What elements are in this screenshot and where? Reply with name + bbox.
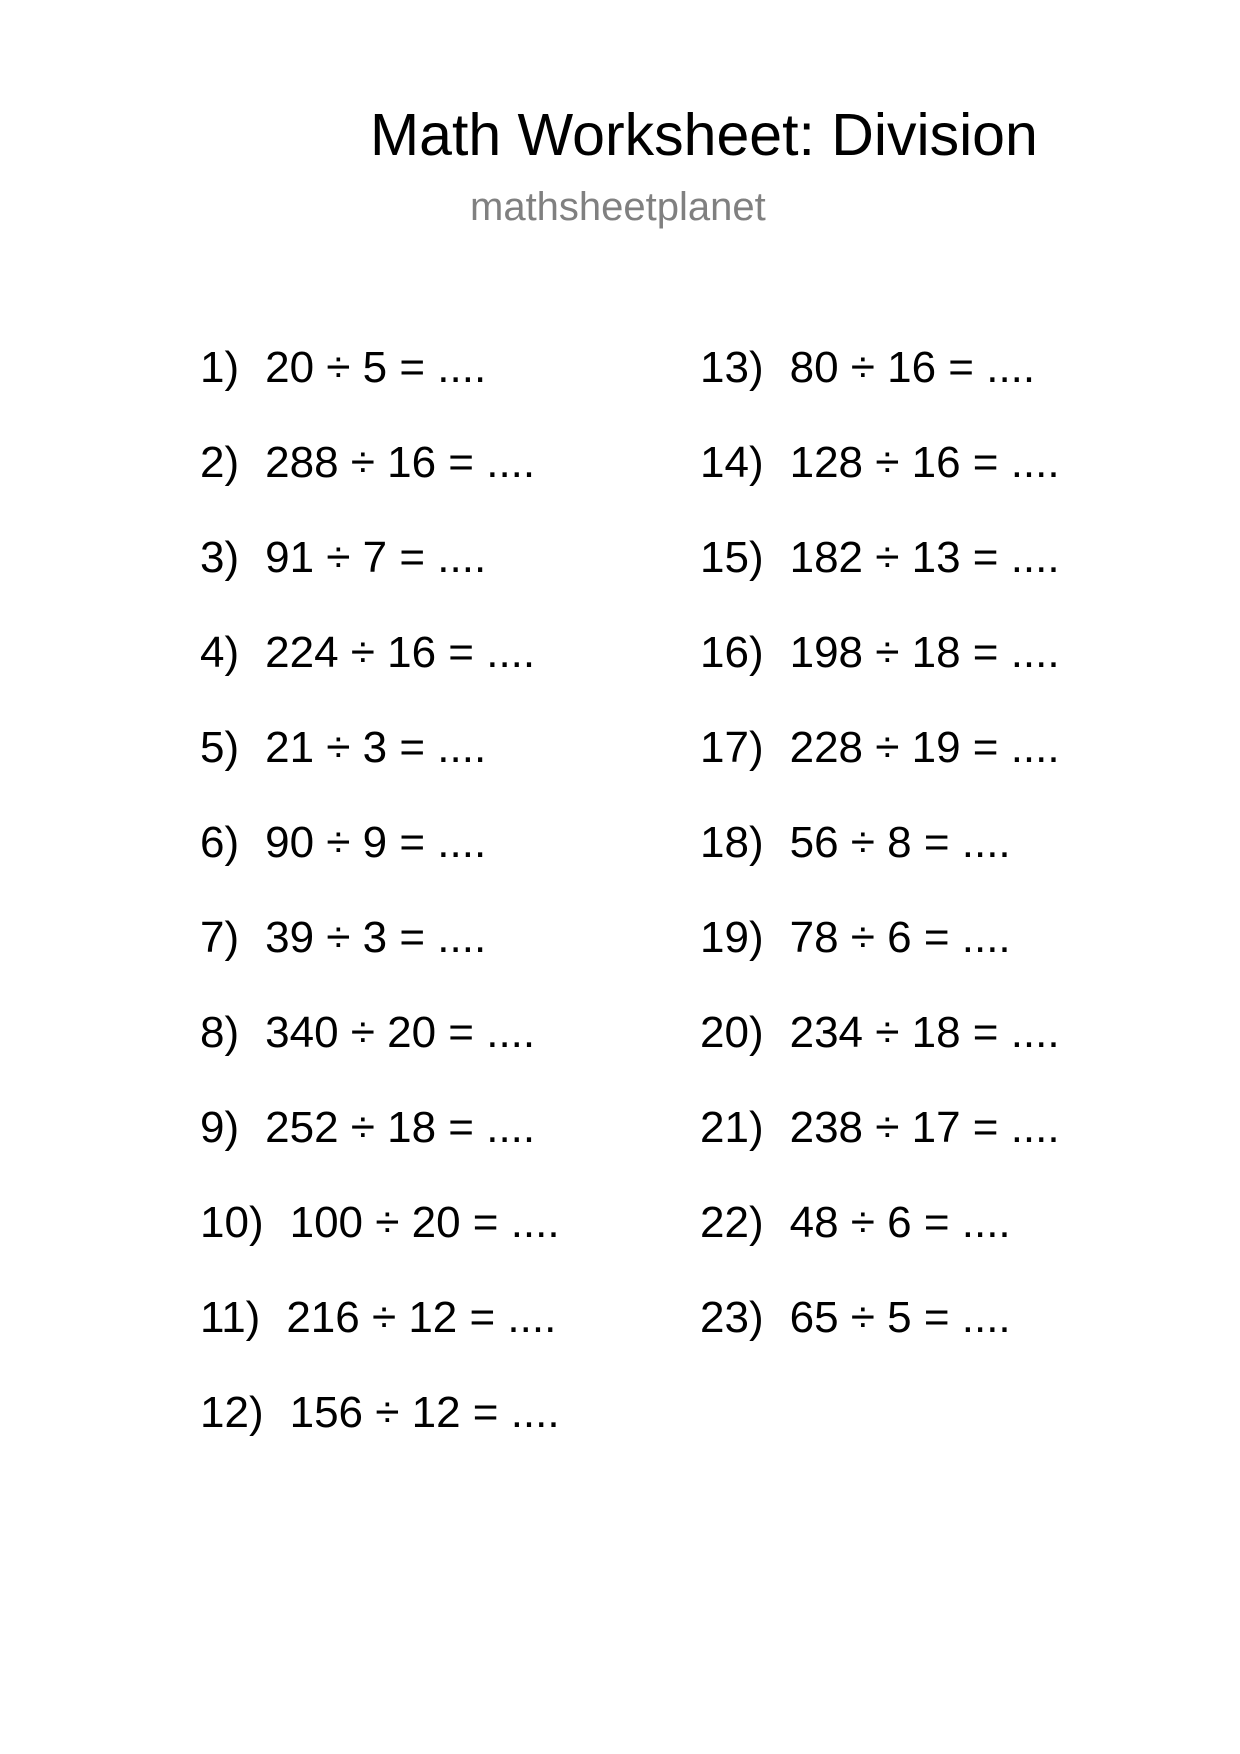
- problem-expression: 252 ÷ 18 = ....: [265, 1103, 536, 1152]
- problem-item: [200, 722, 560, 817]
- problem-item: [200, 1292, 560, 1387]
- problem-expression: 21 ÷ 3 = ....: [265, 723, 487, 772]
- problem-item: [200, 912, 560, 1007]
- problem-item: [200, 627, 560, 722]
- problem-number: 22): [700, 1198, 764, 1247]
- problem-item: [700, 1007, 1060, 1102]
- problem-expression: 56 ÷ 8 = ....: [789, 818, 1011, 867]
- problem-item: [700, 722, 1060, 817]
- problem-expression: 198 ÷ 18 = ....: [789, 628, 1060, 677]
- problem-item: [700, 1292, 1060, 1387]
- problem-expression: 234 ÷ 18 = ....: [789, 1008, 1060, 1057]
- problem-item: [700, 1102, 1060, 1197]
- problem-expression: 100 ÷ 20 = ....: [289, 1198, 560, 1247]
- problem-number: 1): [200, 343, 240, 392]
- problem-item: [200, 1197, 560, 1292]
- problem-number: 12): [200, 1388, 264, 1437]
- problem-expression: 288 ÷ 16 = ....: [265, 438, 536, 487]
- problem-number: 21): [700, 1103, 764, 1152]
- problem-item: [200, 532, 560, 627]
- problem-number: 3): [200, 533, 240, 582]
- problem-number: 23): [700, 1293, 764, 1342]
- problem-expression: 238 ÷ 17 = ....: [789, 1103, 1060, 1152]
- problem-expression: 80 ÷ 16 = ....: [789, 343, 1036, 392]
- page-title: Math Worksheet: Division: [370, 102, 1038, 168]
- problem-expression: 216 ÷ 12 = ....: [286, 1293, 557, 1342]
- problem-number: 5): [200, 723, 240, 772]
- problem-item: [700, 342, 1060, 437]
- problem-number: 14): [700, 438, 764, 487]
- problem-column-left: [200, 342, 560, 1482]
- problem-item: [200, 342, 560, 437]
- problem-expression: 228 ÷ 19 = ....: [789, 723, 1060, 772]
- problem-item: [700, 627, 1060, 722]
- problem-number: 6): [200, 818, 240, 867]
- problem-expression: 90 ÷ 9 = ....: [265, 818, 487, 867]
- problem-column-right: [700, 342, 1060, 1387]
- problem-number: 10): [200, 1198, 264, 1247]
- problem-number: 4): [200, 628, 240, 677]
- problem-number: 20): [700, 1008, 764, 1057]
- problem-expression: 91 ÷ 7 = ....: [265, 533, 487, 582]
- problem-expression: 39 ÷ 3 = ....: [265, 913, 487, 962]
- problem-number: 17): [700, 723, 764, 772]
- problem-number: 9): [200, 1103, 240, 1152]
- problem-number: 18): [700, 818, 764, 867]
- problem-expression: 224 ÷ 16 = ....: [265, 628, 536, 677]
- problem-item: [700, 532, 1060, 627]
- problem-expression: 156 ÷ 12 = ....: [289, 1388, 560, 1437]
- problem-number: 11): [200, 1293, 261, 1342]
- problem-number: 2): [200, 438, 240, 487]
- problem-item: [200, 1007, 560, 1102]
- problem-expression: 182 ÷ 13 = ....: [789, 533, 1060, 582]
- site-name: mathsheetplanet: [470, 185, 766, 229]
- problem-item: [200, 1102, 560, 1197]
- problem-expression: 128 ÷ 16 = ....: [789, 438, 1060, 487]
- problem-item: [200, 817, 560, 912]
- problem-item: [700, 912, 1060, 1007]
- problem-number: 16): [700, 628, 764, 677]
- problem-number: 19): [700, 913, 764, 962]
- problem-expression: 20 ÷ 5 = ....: [265, 343, 487, 392]
- problem-item: [700, 437, 1060, 532]
- problem-item: [700, 1197, 1060, 1292]
- problem-expression: 65 ÷ 5 = ....: [789, 1293, 1011, 1342]
- problem-item: [200, 1387, 560, 1482]
- problem-number: 15): [700, 533, 764, 582]
- problem-number: 13): [700, 343, 764, 392]
- problem-expression: 78 ÷ 6 = ....: [789, 913, 1011, 962]
- problem-expression: 340 ÷ 20 = ....: [265, 1008, 536, 1057]
- problem-expression: 48 ÷ 6 = ....: [789, 1198, 1011, 1247]
- problem-number: 8): [200, 1008, 240, 1057]
- problem-item: [200, 437, 560, 532]
- problem-number: 7): [200, 913, 240, 962]
- problem-item: [700, 817, 1060, 912]
